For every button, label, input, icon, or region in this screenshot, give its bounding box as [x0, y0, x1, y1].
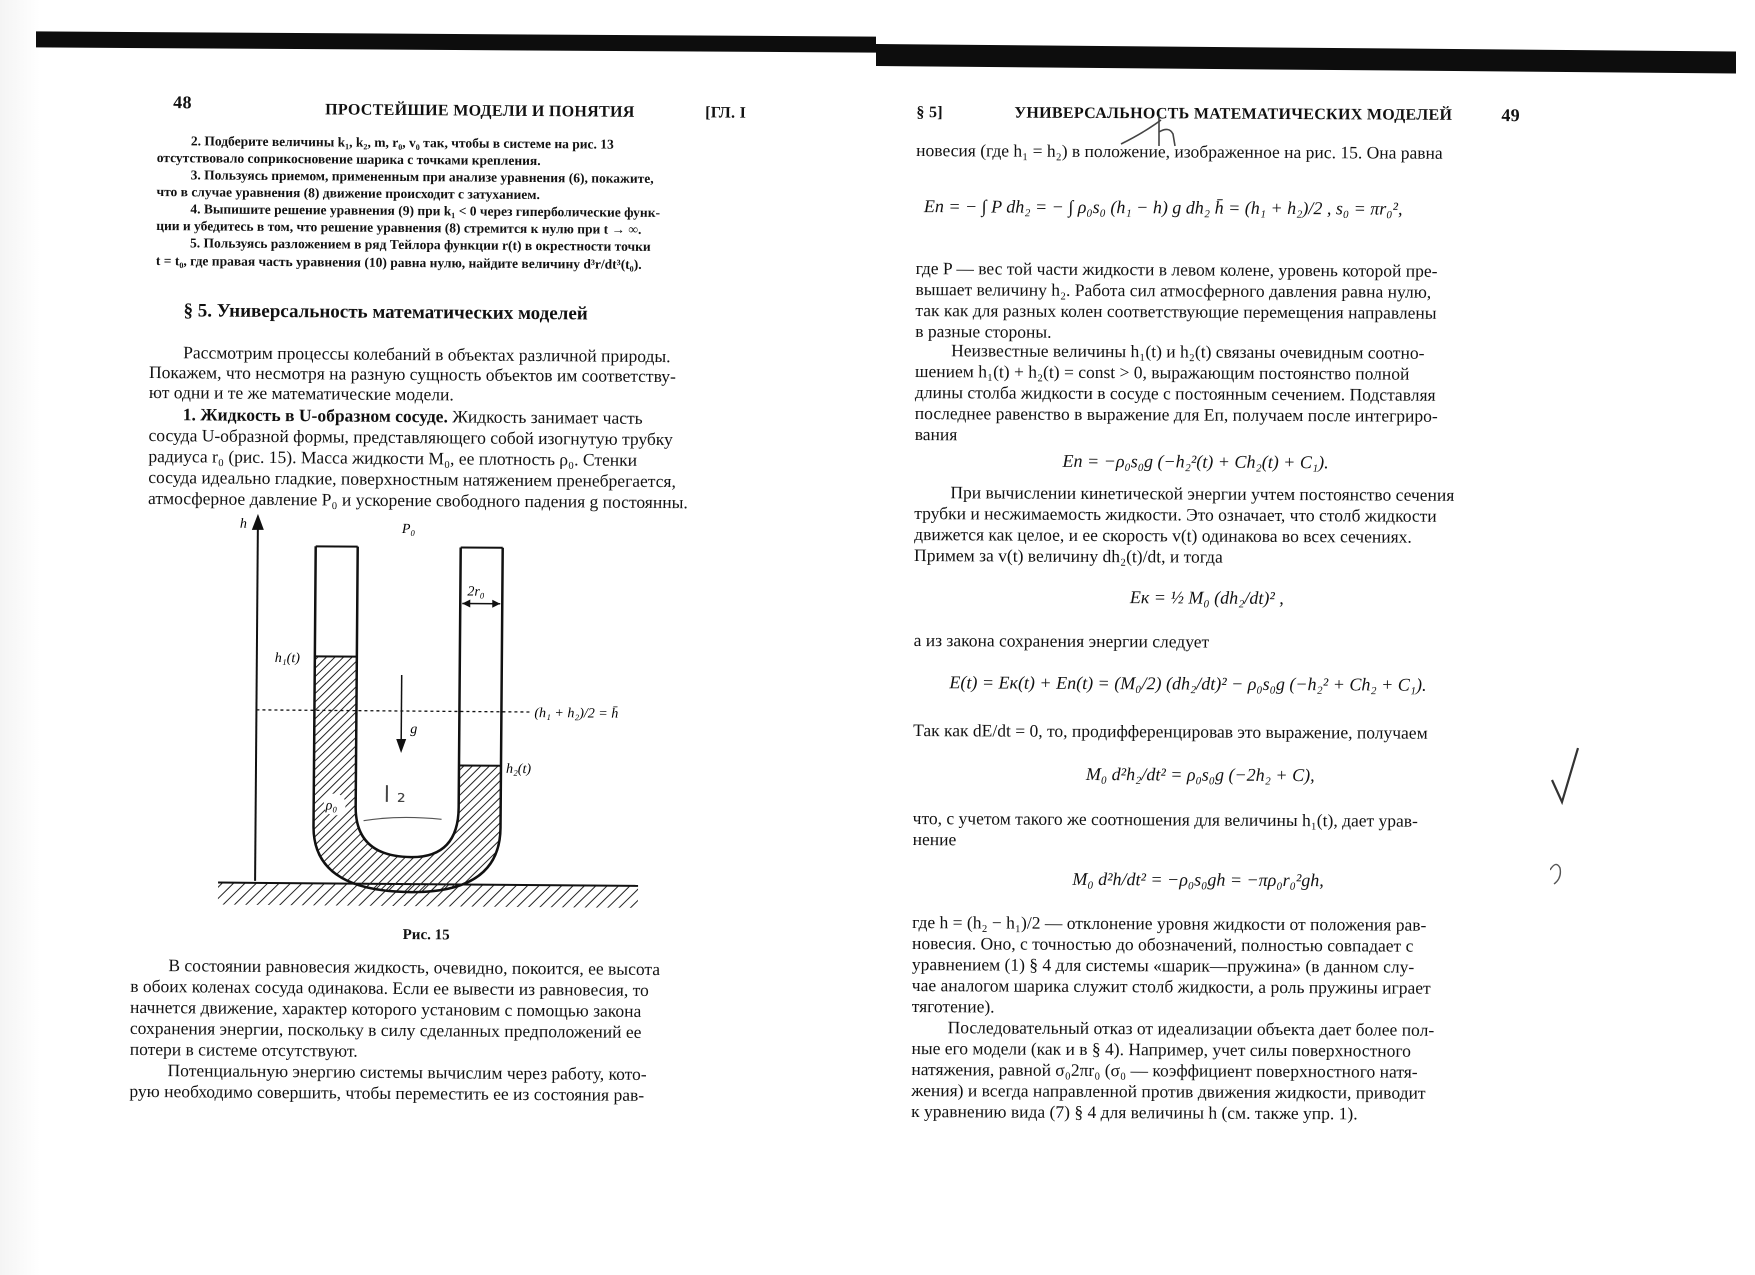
- body-line: шением h₁(t) + h₂(t) = const > 0, выражающим постоянство полной: [915, 361, 1410, 384]
- right-section-ref: § 5]: [916, 104, 943, 122]
- item-line: сосуда U-образной формы, представляющего собой изогнутую трубку: [148, 425, 673, 450]
- h1-label: h₁(t): [274, 651, 300, 667]
- formula-potential-energy: Eп = − ∫ P dh₂ = − ∫ ρ₀s₀ (h₁ − h) g dh₂ h̄ = (h₁ + h₂)/2 , s₀ = πr₀²,: [923, 196, 1403, 219]
- body-line: потери в системе отсутствуют.: [129, 1038, 358, 1061]
- right-running-head: УНИВЕРСАЛЬНОСТЬ МАТЕМАТИЧЕСКИХ МОДЕЛЕЙ: [1014, 104, 1453, 124]
- checkmark-icon: [1552, 748, 1578, 802]
- body-line: В состоянии равновесия жидкость, очевидно, покоится, ее высота: [168, 955, 661, 980]
- handwritten-underline: [364, 817, 442, 821]
- question-mark-icon: [1550, 864, 1560, 884]
- left-running-head: ПРОСТЕЙШИЕ МОДЕЛИ И ПОНЯТИЯ: [325, 101, 635, 121]
- scan-edge-top-left: [36, 31, 876, 52]
- handwritten-correction-h: [1115, 112, 1185, 157]
- exercise-line: 2. Подберите величины k₁, k₂, m, r₀, v₀ так, чтобы в системе на рис. 13: [190, 133, 614, 152]
- gravity-label: g: [410, 722, 418, 738]
- mean-level-line: [256, 710, 532, 712]
- body-line: последнее равенство в выражение для Eп, получаем после интегриро-: [914, 403, 1438, 426]
- body-line: что, с учетом такого же соотношения для величины h₁(t), дает урав-: [912, 808, 1418, 831]
- formula-kinetic-energy: Eк = ½ M₀ (dh₂/dt)² ,: [1129, 587, 1284, 608]
- body-line: При вычислении кинетической энергии учтем постоянство сечения: [950, 482, 1455, 505]
- item-text-start: Жидкость занимает часть: [447, 406, 643, 428]
- handwritten-note: l ₂: [383, 782, 406, 809]
- body-line: натяжения, равной σ₀2πr₀ (σ₀ — коэффициент поверхностного натя-: [911, 1059, 1418, 1082]
- formula-total-energy: E(t) = Eк(t) + Eп(t) = (M₀/2) (dh₂/dt)² − ρ₀s₀g (−h₂² + Ch₂ + C₁).: [949, 672, 1427, 695]
- exercise-line: 5. Пользуясь разложением в ряд Тейлора функции r(t) в окрестности точки: [190, 235, 651, 254]
- intro-line: Покажем, что несмотря на разную сущность объектов им соответству-: [148, 362, 676, 387]
- body-line: где h = (h₂ − h₁)/2 — отклонение уровня жидкости от положения рав-: [912, 912, 1427, 935]
- body-line: начнется движение, характер которого установим с помощью закона: [130, 996, 642, 1021]
- body-line: в обоих коленах сосуда одинакова. Если ее вывести из равновесия, то: [130, 975, 649, 1000]
- item-line: атмосферное давление P₀ и ускорение свободного падения g постоянны.: [148, 488, 688, 513]
- exercise-line: ции и убедитесь в том, что решение уравнения (8) стремится к нулю при t → ∞.: [156, 218, 642, 237]
- body-line: трубки и несжимаемость жидкости. Это означает, что столб жидкости: [914, 503, 1437, 526]
- body-line: нение: [912, 829, 957, 850]
- body-line: а из закона сохранения энергии следует: [913, 630, 1210, 652]
- section-title: § 5. Универсальность математических моделей: [183, 300, 588, 325]
- exercise-line: отсутствовало соприкосновение шарика с точками крепления.: [156, 150, 541, 169]
- body-line: Потенциальную энергию системы вычислим через работу, кото-: [167, 1060, 647, 1084]
- body-line: тяготение).: [911, 996, 995, 1017]
- formula-potential-energy-integrated: Eп = −ρ₀s₀g (−h₂²(t) + Ch₂(t) + C₁).: [1062, 450, 1329, 473]
- body-line: движется как целое, и ее скорость v(t) одинакова во всех сечениях.: [914, 524, 1412, 547]
- formula-diff-h: M₀ d²h/dt² = −ρ₀s₀gh = −πρ₀r₀²gh,: [1072, 868, 1324, 891]
- left-page-number: 48: [173, 92, 192, 113]
- body-line: Примем за v(t) величину dh₂(t)/dt, и тогда: [914, 545, 1223, 567]
- scan-edge-left: [0, 0, 40, 1275]
- right-page: [905, 0, 1585, 1124]
- item-line: радиуса r₀ (рис. 15). Масса жидкости M₀, ее плотность ρ₀. Стенки: [148, 446, 638, 470]
- intro-line: ют одни и те же математические модели.: [148, 382, 454, 405]
- body-line: рую необходимо совершить, чтобы переместить ее из состояния рав-: [129, 1080, 645, 1105]
- h-axis-label: h: [239, 516, 247, 532]
- gravity-arrow: [401, 675, 402, 745]
- scan-edge-top-right: [876, 44, 1736, 74]
- body-line: к уравнению вида (7) § 4 для величины h (см. также упр. 1).: [911, 1101, 1358, 1124]
- body-line: уравнением (1) § 4 для системы «шарик—пружина» (в данном слу-: [911, 954, 1415, 977]
- body-line: вышает величину h₂. Работа сил атмосферного давления равна нулю,: [915, 279, 1432, 302]
- formula-diff-h2: M₀ d²h₂/dt² = ρ₀s₀g (−2h₂ + C),: [1085, 763, 1315, 786]
- left-page: [129, 0, 840, 1105]
- handwritten-margin-marks: [1550, 740, 1630, 910]
- left-chapter-ref: [ГЛ. I: [705, 104, 747, 122]
- body-line: ные его модели (как и в § 4). Например, учет силы поверхностного: [911, 1038, 1411, 1061]
- exercise-line: что в случае уравнения (8) движение происходит с затуханием.: [156, 184, 540, 203]
- body-line: Последовательный отказ от идеализации объекта дает более пол-: [947, 1017, 1435, 1040]
- body-line: Так как dE/dt = 0, то, продифференцировав это выражение, получаем: [913, 720, 1428, 743]
- body-line: Неизвестные величины h₁(t) и h₂(t) связаны очевидным соотно-: [951, 340, 1425, 363]
- body-line: жения) и всегда направленной против движения жидкости, приводит: [911, 1080, 1426, 1103]
- h-axis: [255, 521, 258, 881]
- h-axis-arrow: [252, 514, 264, 530]
- pressure-label: P₀: [401, 521, 416, 538]
- item-heading: 1. Жидкость в U-образном сосуде.: [182, 404, 448, 427]
- body-line: новесия. Оно, с точностью до обозначений, полностью совпадает с: [912, 933, 1414, 956]
- radius-label: 2r₀: [467, 584, 485, 600]
- figure-caption: Рис. 15: [402, 927, 450, 944]
- body-line: новесия (где h₁ = h₂) в положение, изображенное на рис. 15. Она равна: [916, 140, 1443, 163]
- exercise-line: 4. Выпишите решение уравнения (9) при k₁ < 0 через гиперболические функ-: [190, 201, 661, 221]
- body-line: в разные стороны.: [915, 321, 1052, 342]
- right-page-number: 49: [1501, 105, 1521, 126]
- tube-inner: [355, 547, 460, 858]
- body-line: сохранения энергии, поскольку в силу сделанных предположений ее: [129, 1017, 642, 1042]
- exercise-line: t = t₀, где правая часть уравнения (10) равна нулю, найдите величину d³r/dt³(t₀).: [155, 253, 642, 272]
- item-line: сосуда идеально гладкие, поверхностным натяжением пренебрегается,: [148, 467, 676, 492]
- h2-label: h₂(t): [505, 761, 532, 778]
- body-line: так как для разных колен соответствующие перемещения направлены: [915, 300, 1437, 323]
- intro-line: Рассмотрим процессы колебаний в объектах различной природы.: [183, 342, 671, 367]
- body-line: где P — вес той части жидкости в левом колене, уровень которой пре-: [915, 258, 1438, 281]
- rho-label: ρ₀: [325, 798, 338, 814]
- u-tube-figure: [203, 505, 656, 929]
- mean-level-label: (h₁ + h₂)/2 = h̄: [534, 706, 619, 722]
- exercise-line: 3. Пользуясь приемом, примененным при анализе уравнения (6), покажите,: [190, 167, 654, 186]
- body-line: вания: [914, 424, 958, 445]
- body-line: чае аналогом шарика служит столб жидкости, а роль пружины играет: [911, 975, 1431, 998]
- body-line: длины столба жидкости в сосуде с постоянным сечением. Подставляя: [914, 382, 1436, 405]
